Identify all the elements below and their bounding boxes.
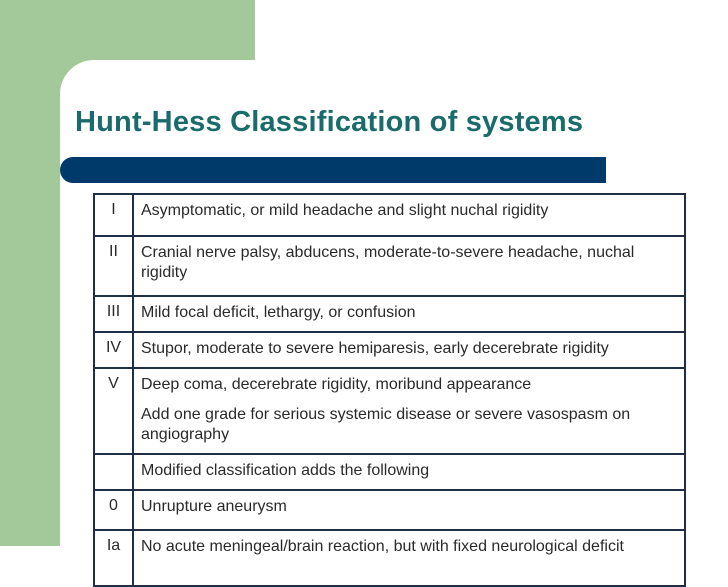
description-cell bbox=[133, 530, 685, 586]
description-text: Cranial nerve palsy, abducens, moderate-to-severe headache, nuchal rigidity bbox=[141, 244, 635, 281]
table-row bbox=[94, 332, 685, 368]
table-row bbox=[94, 454, 685, 490]
description-text: Mild focal deficit, lethargy, or confusion bbox=[141, 304, 416, 321]
table-row bbox=[94, 530, 685, 586]
description-text: Stupor, moderate to severe hemiparesis, early decerebrate rigidity bbox=[141, 340, 609, 357]
grade-cell bbox=[94, 454, 133, 490]
description-cell bbox=[133, 490, 685, 530]
description-cell bbox=[133, 236, 685, 296]
table-row bbox=[94, 490, 685, 530]
description-text: No acute meningeal/brain reaction, but with fixed neurological deficit bbox=[141, 538, 624, 555]
title-underline-bar bbox=[60, 157, 606, 183]
grade-cell: I bbox=[94, 194, 133, 236]
description-note: Add one grade for serious systemic disease or severe vasospasm on angiography bbox=[141, 406, 631, 443]
description-text: Asymptomatic, or mild headache and slight nuchal rigidity bbox=[141, 202, 549, 219]
grade-cell: 0 bbox=[94, 490, 133, 530]
description-cell bbox=[133, 454, 685, 490]
description-text: Modified classification adds the following bbox=[141, 462, 430, 479]
description-cell bbox=[133, 296, 685, 332]
grade-cell: Ia bbox=[94, 530, 133, 586]
grade-cell: IV bbox=[94, 332, 133, 368]
table-row bbox=[94, 368, 685, 454]
description-cell bbox=[133, 368, 685, 454]
grade-cell: V bbox=[94, 368, 133, 454]
description-cell bbox=[133, 332, 685, 368]
table-row bbox=[94, 194, 685, 236]
hunt-hess-table bbox=[93, 193, 686, 587]
description-cell bbox=[133, 194, 685, 236]
slide-title: Hunt-Hess Classification of systems bbox=[75, 106, 584, 138]
grade-cell: III bbox=[94, 296, 133, 332]
table-row bbox=[94, 236, 685, 296]
grade-cell: II bbox=[94, 236, 133, 296]
description-text: Deep coma, decerebrate rigidity, moribund appearance bbox=[141, 376, 532, 393]
table-row bbox=[94, 296, 685, 332]
description-text: Unrupture aneurysm bbox=[141, 498, 287, 515]
